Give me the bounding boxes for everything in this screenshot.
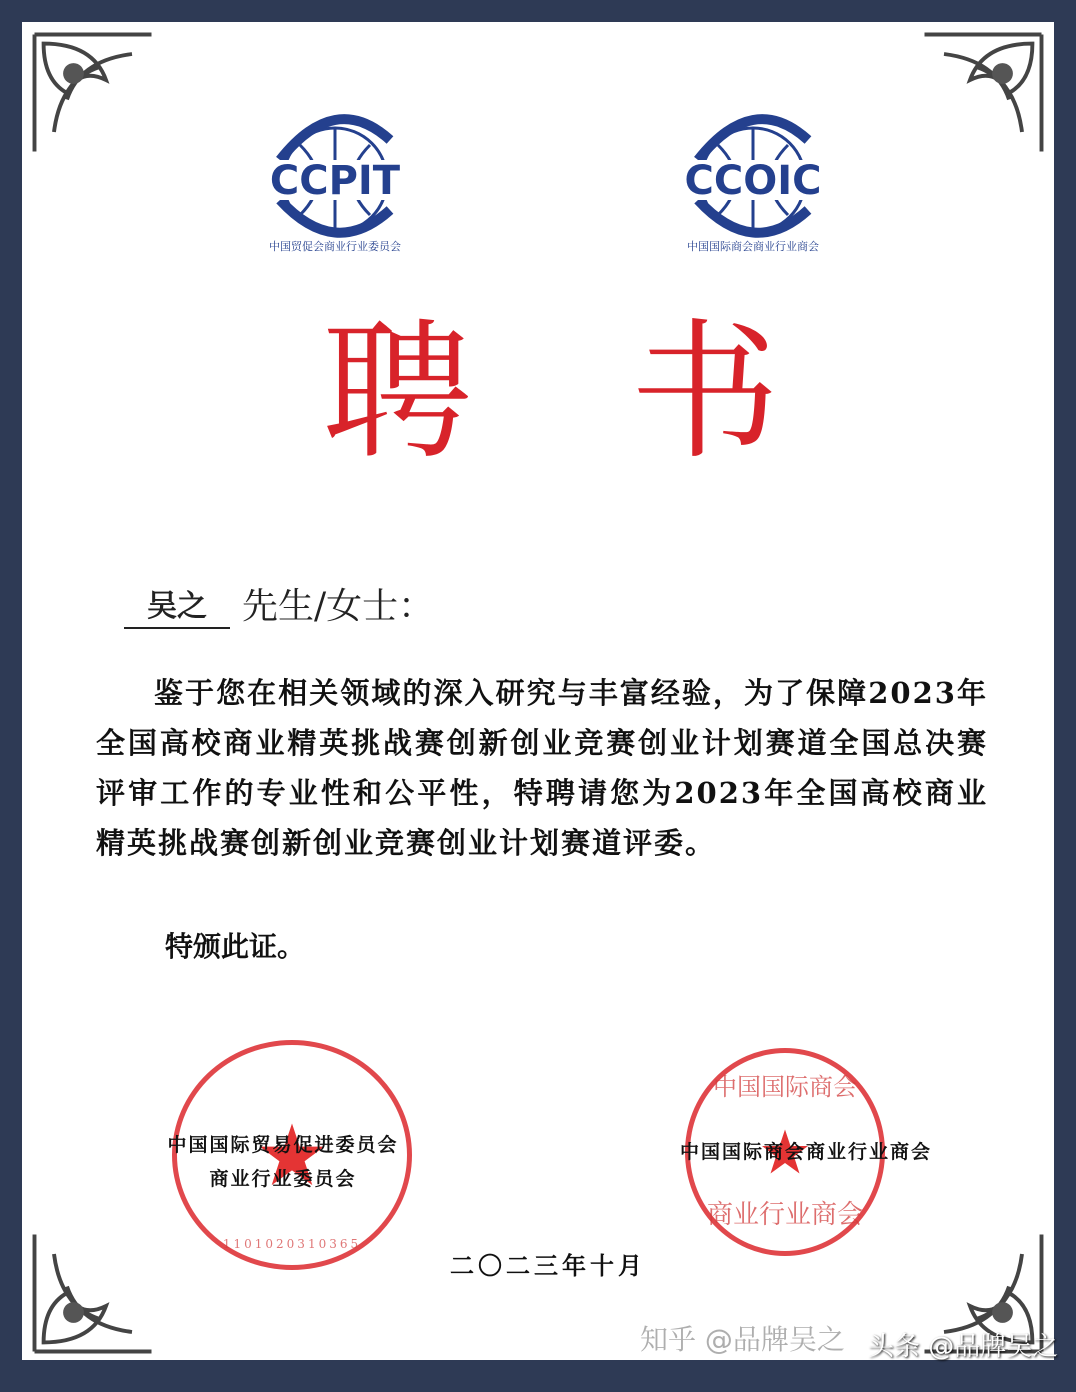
salutation-suffix: 先生/女士：: [242, 586, 435, 627]
corner-ornament-icon: [918, 28, 1048, 158]
ccpit-logo: [250, 100, 420, 260]
salutation: [124, 578, 434, 629]
signatory-line: 中国国际商会商业行业商会: [679, 1141, 932, 1163]
certificate-body: 鉴于您在相关领域的深入研究与丰富经验，为了保障2023年全国高校商业精英挑战赛创新创业竞赛创业计划赛道全国总决赛评审工作的专业性和公平性，特聘请您为2023年全国高校商业精英挑战赛创新创业竞赛创业计划赛道评委。: [96, 676, 988, 860]
certificate-title-2: 书: [630, 306, 781, 480]
svg-text:CCPIT: CCPIT: [269, 158, 401, 204]
seal-number: 1101020310365: [222, 1237, 362, 1251]
svg-text:CCOIC: CCOIC: [684, 158, 822, 204]
signatory-ccoic: [656, 1135, 956, 1169]
corner-ornament-icon: [28, 1228, 158, 1358]
seal-text-bottom: 商业行业商会: [706, 1200, 863, 1230]
seal-text-top: 中国国际商会: [713, 1073, 857, 1101]
svg-text:中国国际商会商业行业商会: 中国国际商会商业行业商会: [687, 240, 819, 253]
ccoic-logo: [668, 100, 838, 260]
watermark-zhihu: 知乎 @品牌吴之: [640, 1323, 845, 1356]
signatory-line: 商业行业委员会: [209, 1168, 357, 1190]
certificate-title: 聘: [322, 306, 473, 480]
closing-text: 特颁此证。: [165, 930, 306, 963]
signatory-line: 中国国际贸易促进委员会: [167, 1134, 399, 1156]
watermark-toutiao: 头条 @品牌吴之: [868, 1332, 1059, 1362]
signatory-ccpit: [148, 1128, 418, 1196]
issue-date: 二〇二三年十月: [450, 1251, 646, 1280]
svg-text:中国贸促会商业行业委员会: 中国贸促会商业行业委员会: [269, 240, 401, 253]
recipient-name: 吴之: [124, 581, 230, 629]
corner-ornament-icon: [28, 28, 158, 158]
